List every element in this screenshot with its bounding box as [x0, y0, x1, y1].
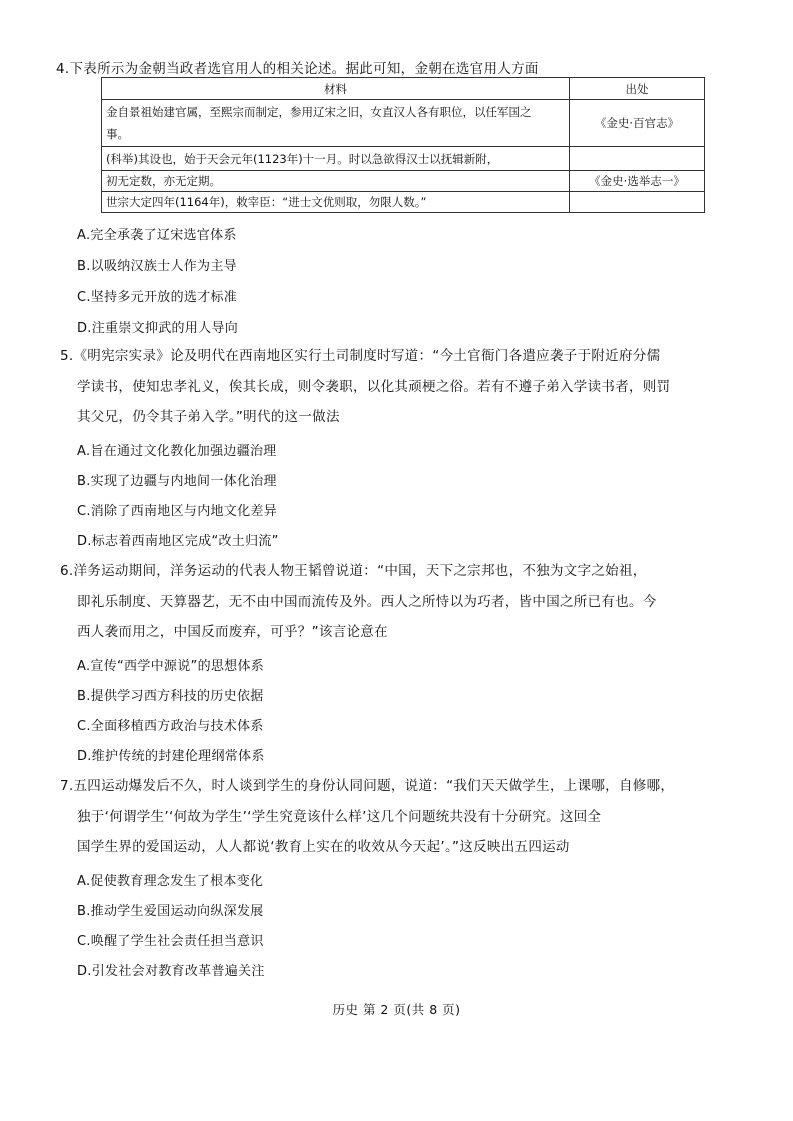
table-cell-material: 世宗大定四年(1164年)，敕宰臣：“进士文优则取，勿限人数。” — [102, 192, 570, 213]
q6-option-a[interactable]: A.宣传“西学中源说”的思想体系 — [77, 659, 265, 674]
q4-option-d[interactable]: D.注重崇文抑武的用人导向 — [77, 321, 239, 336]
q7-option-a[interactable]: A.促使教育理念发生了根本变化 — [77, 874, 264, 889]
table-header-source: 出处 — [570, 78, 705, 100]
table-cell-source: 《金史·选举志一》 — [570, 171, 705, 192]
page-footer: 历史 第 2 页(共 8 页) — [332, 1002, 461, 1017]
q5-option-b[interactable]: B.实现了边疆与内地间一体化治理 — [77, 474, 277, 489]
q6-option-c[interactable]: C.全面移植西方政治与技术体系 — [77, 719, 264, 734]
q7-option-d[interactable]: D.引发社会对教育改革普遍关注 — [77, 964, 265, 979]
q5-option-d[interactable]: D.标志着西南地区完成“改土归流” — [77, 534, 279, 549]
question-6-line: 即礼乐制度、天算器艺，无不由中国而流传及外。西人之所恃以为巧者，皆中国之所已有也。今 — [77, 594, 657, 610]
table-row — [102, 100, 705, 147]
table-cell-source: 《金史·百官志》 — [570, 100, 705, 147]
table-header-row — [102, 78, 705, 100]
table-row — [102, 192, 705, 213]
material-line: 金自景祖始建官属，至熙宗而制定，参用辽宋之旧，女直汉人各有职位，以任军国之 — [106, 105, 532, 119]
q7-option-b[interactable]: B.推动学生爱国运动向纵深发展 — [77, 904, 264, 919]
question-5-line: 其父兄，仍令其子弟入学。”明代的这一做法 — [77, 409, 340, 425]
q4-option-a[interactable]: A.完全承袭了辽宋选官体系 — [77, 228, 237, 243]
q6-option-d[interactable]: D.维护传统的封建伦理纲常体系 — [77, 749, 265, 764]
table-header-material: 材料 — [102, 78, 570, 100]
question-5-line: 5.《明宪宗实录》论及明代在西南地区实行土司制度时写道：“今土官衙门各遣应袭子于附近府分儒 — [60, 348, 661, 364]
q5-option-c[interactable]: C.消除了西南地区与内地文化差异 — [77, 504, 278, 519]
table-cell-material — [102, 100, 570, 147]
table-cell-source — [570, 147, 705, 171]
table-cell-material: 初无定数，亦无定期。 — [102, 171, 570, 192]
table-cell-material: (科举)其设也，始于天会元年(1123年)十一月。时以急欲得汉士以抚辑新附， — [102, 147, 570, 171]
table-row — [102, 171, 705, 192]
source-table — [101, 77, 705, 213]
question-6-line: 6.洋务运动期间，洋务运动的代表人物王韬曾说道：“中国，天下之宗邦也，不独为文字之始祖， — [60, 563, 647, 579]
question-6-line: 西人袭而用之，中国反而废弃，可乎？”该言论意在 — [77, 624, 388, 640]
table-row — [102, 147, 705, 171]
q4-option-b[interactable]: B.以吸纳汉族士人作为主导 — [77, 259, 237, 274]
question-7-line: 7.五四运动爆发后不久，时人谈到学生的身份认同问题，说道：“我们天天做学生，上课哪，自修哪， — [60, 778, 675, 794]
q6-option-b[interactable]: B.提供学习西方科技的历史依据 — [77, 689, 264, 704]
question-7-line: 国学生界的爱国运动，人人都说‘教育上实在的收效从今天起’。”这反映出五四运动 — [77, 839, 570, 855]
question-7-line: 独于‘何谓学生’‘何故为学生’‘学生究竟该什么样’这几个问题统共没有十分研究。这回全 — [77, 809, 602, 825]
table-cell-source — [570, 192, 705, 213]
question-4-stem: 4.下表所示为金朝当政者选官用人的相关论述。据此可知，金朝在选官用人方面 — [56, 61, 539, 77]
question-5-line: 学读书，使知忠孝礼义，俟其长成，则令袭职，以化其顽梗之俗。若有不遵子弟入学读书者，则罚 — [77, 379, 671, 395]
q5-option-a[interactable]: A.旨在通过文化教化加强边疆治理 — [77, 444, 277, 459]
q7-option-c[interactable]: C.唤醒了学生社会责任担当意识 — [77, 934, 264, 949]
material-line: 事。 — [106, 127, 129, 141]
q4-option-c[interactable]: C.坚持多元开放的选才标准 — [77, 290, 238, 305]
